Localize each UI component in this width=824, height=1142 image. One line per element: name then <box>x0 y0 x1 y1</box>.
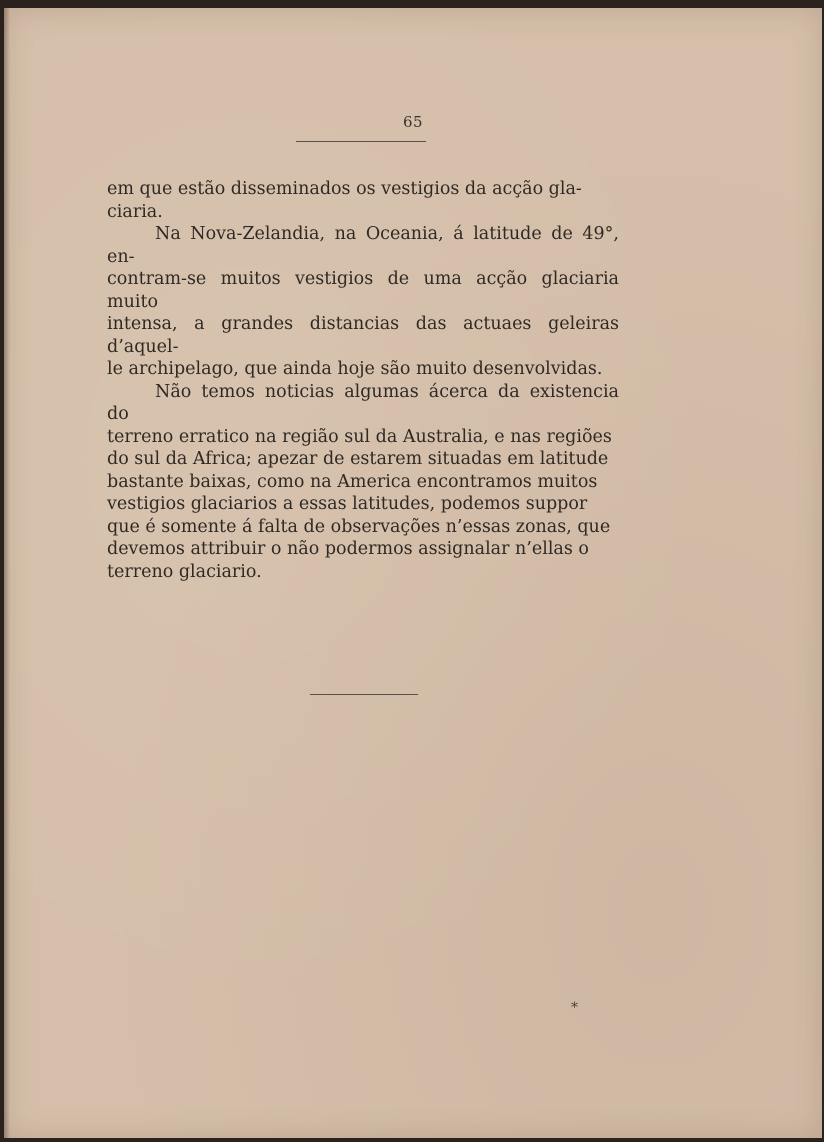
paragraph: Não temos noticias algumas ácerca da existencia do terreno erratico na região sul da Australia, e nas regiões do sul da Africa; apezar de estarem situadas em latitude bastante baixas, como na America encontramos muitos vestigios glaciarios a essas latitudes, podemos suppor que é somente á falta de observações n’essas zonas, que devemos attribuir o não podermos assignalar n’ellas o terreno glaciario. <box>107 381 619 582</box>
section-end-rule <box>310 694 418 695</box>
paragraph: Na Nova-Zelandia, na Oceania, á latitude de 49°, en- contram-se muitos vestigios de uma acção glaciaria muito intensa, a grandes distancias das actuaes geleiras d’aquel- le archipelago, que ainda hoje são muito desenvolvidas. <box>107 224 619 379</box>
page-edge-shadow <box>4 8 10 1138</box>
paragraph: em que estão disseminados os vestigios da acção gla- ciaria. <box>107 179 582 222</box>
header-rule <box>296 141 426 142</box>
page-number: 65 <box>402 113 424 131</box>
footer-asterisk: * <box>571 1000 578 1016</box>
book-page <box>4 8 822 1138</box>
body-text <box>107 178 619 583</box>
